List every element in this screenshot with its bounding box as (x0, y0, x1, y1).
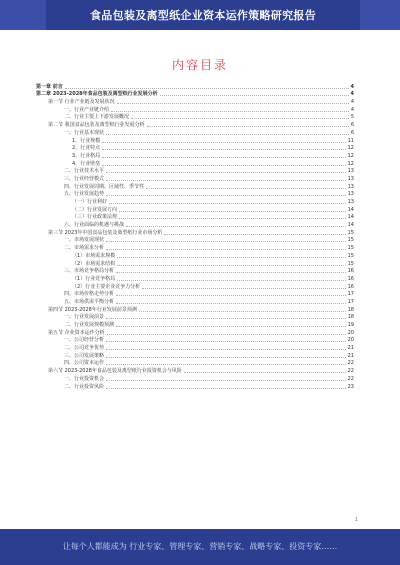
toc-entry[interactable] (36, 359, 354, 367)
toc-entry-title: 三、公司发展策略 (64, 352, 105, 359)
toc-entry-title: 第六节 2023-2028年食品包装及离型纸行业投资机会与风险 (48, 368, 182, 375)
toc-entry-title: 一、行业产业链介绍 (64, 106, 110, 113)
toc-entry-page: 18 (347, 306, 354, 313)
toc-entry[interactable] (36, 90, 354, 98)
toc-entry-title: 第二节 我国食品包装及离型纸行业发展分析 (48, 122, 145, 129)
toc-entry-title: 4、行业壁垒 (72, 160, 101, 167)
toc-leader-dots (119, 211, 346, 212)
toc-entry[interactable] (36, 97, 354, 105)
toc-entry-page: 4 (350, 91, 354, 98)
toc-entry-page: 6 (350, 129, 354, 136)
toc-entry-title: 第三节 2023年中国食品包装及离型纸行业市场分析 (48, 229, 163, 236)
toc-entry-page: 13 (347, 199, 354, 205)
toc-entry[interactable] (36, 228, 354, 236)
toc-entry-page: 22 (347, 360, 354, 367)
toc-leader-dots (117, 265, 345, 266)
toc-entry-title: 2、行业特点 (72, 145, 101, 152)
toc-entry[interactable] (36, 382, 354, 390)
toc-entry-page: 22 (347, 375, 354, 382)
toc-entry-page: 15 (347, 237, 354, 244)
toc-entry-title: 四、市场价格走势分析 (64, 291, 115, 298)
toc-leader-dots (184, 372, 346, 373)
toc-entry[interactable] (36, 282, 354, 290)
toc-entry-title: 第一节 行业产业链及发展状况 (48, 99, 115, 106)
toc-entry-title: 1、行业规模 (72, 137, 101, 144)
toc-leader-dots (116, 326, 346, 327)
toc-leader-dots (106, 380, 346, 381)
toc-entry-title: 二、行业主要上下游发展概况 (64, 114, 130, 121)
toc-entry-page: 16 (347, 268, 354, 275)
toc-entry-title: （二）行业发展方向 (72, 206, 118, 213)
toc-entry-page: 21 (347, 352, 354, 359)
toc-leader-dots (106, 364, 346, 365)
header-left-accent (0, 0, 46, 30)
toc-entry-title: （三）行业政策法规 (72, 214, 118, 221)
toc-entry[interactable] (36, 336, 354, 344)
toc-entry[interactable] (36, 259, 354, 267)
toc-entry-page: 21 (347, 345, 354, 352)
toc-leader-dots (106, 388, 346, 389)
toc-entry[interactable] (36, 274, 354, 282)
toc-leader-dots (131, 118, 349, 119)
toc-entry[interactable] (36, 167, 354, 175)
toc-entry-title: 第四节 2023-2028年行业发展前景预测 (48, 306, 137, 313)
toc-leader-dots (116, 272, 346, 273)
toc-entry-page: 13 (347, 191, 354, 198)
toc-entry[interactable] (36, 290, 354, 298)
toc-entry-page: 16 (347, 283, 354, 290)
header-right-accent (360, 0, 400, 30)
toc-entry-page: 15 (347, 252, 354, 259)
toc-leader-dots (106, 349, 346, 350)
toc-entry-page: 4 (350, 99, 354, 106)
toc-entry-title: 第二章 2023-2028年食品包装及离型纸行业发展分析 (36, 91, 158, 98)
toc-entry[interactable] (36, 313, 354, 321)
toc-entry-title: （1）市场需求规模 (72, 252, 116, 259)
toc-entry-page: 20 (347, 337, 354, 344)
toc-entry-page: 12 (347, 160, 354, 167)
toc-leader-dots (102, 149, 345, 150)
toc-leader-dots (160, 95, 349, 96)
toc-leader-dots (106, 341, 346, 342)
toc-entry[interactable] (36, 190, 354, 198)
toc-entry[interactable] (36, 213, 354, 221)
toc-entry-page: 4 (350, 83, 354, 90)
toc-entry-page: 22 (347, 368, 354, 375)
toc-entry-page: 19 (347, 322, 354, 328)
toc-entry[interactable] (36, 197, 354, 205)
toc-entry[interactable] (36, 220, 354, 228)
toc-entry-page: 15 (347, 229, 354, 236)
toc-leader-dots (146, 188, 346, 189)
toc-entry-title: 四、行业发展周期、区域性、季节性 (64, 183, 145, 190)
toc-entry[interactable] (36, 243, 354, 251)
document-header (0, 0, 400, 30)
toc-leader-dots (102, 142, 345, 143)
toc-leader-dots (106, 318, 346, 319)
toc-entry-page: 14 (347, 206, 354, 213)
toc-entry-title: 二、市场需求分析 (64, 245, 105, 252)
toc-entry[interactable] (36, 297, 354, 305)
toc-entry-page: 15 (347, 245, 354, 252)
toc-entry-page: 20 (347, 329, 354, 336)
toc-entry-page: 13 (347, 168, 354, 175)
toc-leader-dots (116, 303, 346, 304)
toc-leader-dots (116, 295, 346, 296)
toc-entry-title: 三、行业经营模式 (64, 175, 105, 182)
toc-entry-title: 一、行业基本现状 (64, 129, 105, 136)
toc-leader-dots (117, 103, 349, 104)
toc-entry-page: 12 (347, 152, 354, 159)
toc-entry[interactable] (36, 128, 354, 136)
toc-entry-page: 16 (347, 275, 354, 282)
toc-leader-dots (106, 172, 346, 173)
toc-leader-dots (119, 218, 346, 219)
toc-leader-dots (111, 111, 349, 112)
toc-entry[interactable] (36, 174, 354, 182)
toc-entry-title: （一）行业利好 (72, 199, 108, 205)
toc-entry-title: 二、行业技术水平 (64, 168, 105, 175)
toc-entry-title: 五、行业发展趋势 (64, 191, 105, 198)
toc-entry-title: 二、公司竞争优势 (64, 345, 105, 352)
toc-leader-dots (106, 195, 346, 196)
toc-entry-title: 第五节 企业资本运作分析 (48, 329, 105, 336)
toc-entry-title: 3、行业格局 (72, 152, 101, 159)
toc-leader-dots (106, 249, 346, 250)
toc-entry-title: 二、行业发展规模预测 (64, 322, 115, 328)
toc-entry-title: 一、公司经营分析 (64, 337, 105, 344)
toc-leader-dots (106, 180, 346, 181)
document-title: 食品包装及离型纸企业资本运作策略研究报告 (90, 9, 316, 22)
toc-leader-dots (109, 203, 346, 204)
toc-entry-page: 6 (350, 122, 354, 129)
toc-leader-dots (102, 165, 345, 166)
toc-entry-page: 17 (347, 291, 354, 298)
toc-entry[interactable] (36, 105, 354, 113)
toc-entry-page: 12 (347, 145, 354, 152)
toc-leader-dots (139, 311, 346, 312)
toc-entry[interactable] (36, 205, 354, 213)
toc-entry[interactable] (36, 151, 354, 159)
toc-entry-page: 14 (347, 214, 354, 221)
toc-entry[interactable] (36, 144, 354, 152)
toc-entry[interactable] (36, 320, 354, 328)
toc-leader-dots (117, 280, 345, 281)
toc-leader-dots (107, 334, 346, 335)
toc-entry-title: 第一章 前言 (36, 83, 63, 90)
toc-entry[interactable] (36, 328, 354, 336)
toc-leader-dots (102, 157, 345, 158)
toc-leader-dots (126, 226, 346, 227)
toc-entry[interactable] (36, 182, 354, 190)
toc-entry-title: （2）行业主要企业竞争力分析 (72, 283, 141, 290)
toc-leader-dots (106, 357, 346, 358)
toc-entry[interactable] (36, 159, 354, 167)
toc-entry-page: 13 (347, 183, 354, 190)
page-number: 1 (354, 517, 358, 523)
toc-entry[interactable] (36, 374, 354, 382)
toc-entry-title: 六、行业面临的机遇与挑战 (64, 222, 125, 229)
toc-leader-dots (147, 126, 349, 127)
footer-slogan: 让每个人都能成为 行业专家、管理专家、营销专家、战略专家、投资专家…… (62, 542, 338, 551)
toc-leader-dots (142, 288, 345, 289)
toc-heading: 内容目录 (171, 58, 228, 72)
toc-entry-title: 二、行业投资风险 (64, 383, 105, 390)
toc-entry[interactable] (36, 343, 354, 351)
toc-entry-title: 五、市场供需平衡分析 (64, 298, 115, 305)
toc-leader-dots (106, 241, 346, 242)
toc-entry-page: 13 (347, 175, 354, 182)
toc-entry-page: 15 (347, 260, 354, 267)
toc-entry-title: 一、市场发展现状 (64, 237, 105, 244)
toc-entry-title: 四、公司资本运作 (64, 360, 105, 367)
document-footer (0, 529, 400, 565)
toc-leader-dots (117, 257, 345, 258)
toc-entry[interactable] (36, 305, 354, 313)
toc-entry[interactable] (36, 236, 354, 244)
toc-entry-title: 一、行业发展前景 (64, 314, 105, 321)
toc-entry[interactable] (36, 351, 354, 359)
toc-entry-page: 18 (347, 314, 354, 321)
toc-entry-page: 5 (350, 114, 354, 121)
toc-entry[interactable] (36, 120, 354, 128)
toc-entry-page: 4 (350, 106, 354, 113)
toc-entry[interactable] (36, 267, 354, 275)
toc-entry-page: 11 (347, 137, 354, 144)
table-of-contents (36, 82, 354, 390)
toc-entry[interactable] (36, 82, 354, 90)
toc-entry[interactable] (36, 136, 354, 144)
toc-entry-title: 三、市场竞争格局分析 (64, 268, 115, 275)
toc-entry-page: 17 (347, 298, 354, 305)
toc-leader-dots (65, 88, 349, 89)
toc-entry-page: 14 (347, 222, 354, 229)
toc-entry-title: 一、行业投资机会 (64, 375, 105, 382)
toc-entry[interactable] (36, 251, 354, 259)
toc-entry-title: （1）行业竞争格局 (72, 275, 116, 282)
toc-leader-dots (106, 134, 349, 135)
toc-leader-dots (164, 234, 345, 235)
toc-entry[interactable] (36, 366, 354, 374)
toc-entry-page: 23 (347, 383, 354, 390)
toc-entry-title: （2）市场需求结构 (72, 260, 116, 267)
toc-entry[interactable] (36, 113, 354, 121)
